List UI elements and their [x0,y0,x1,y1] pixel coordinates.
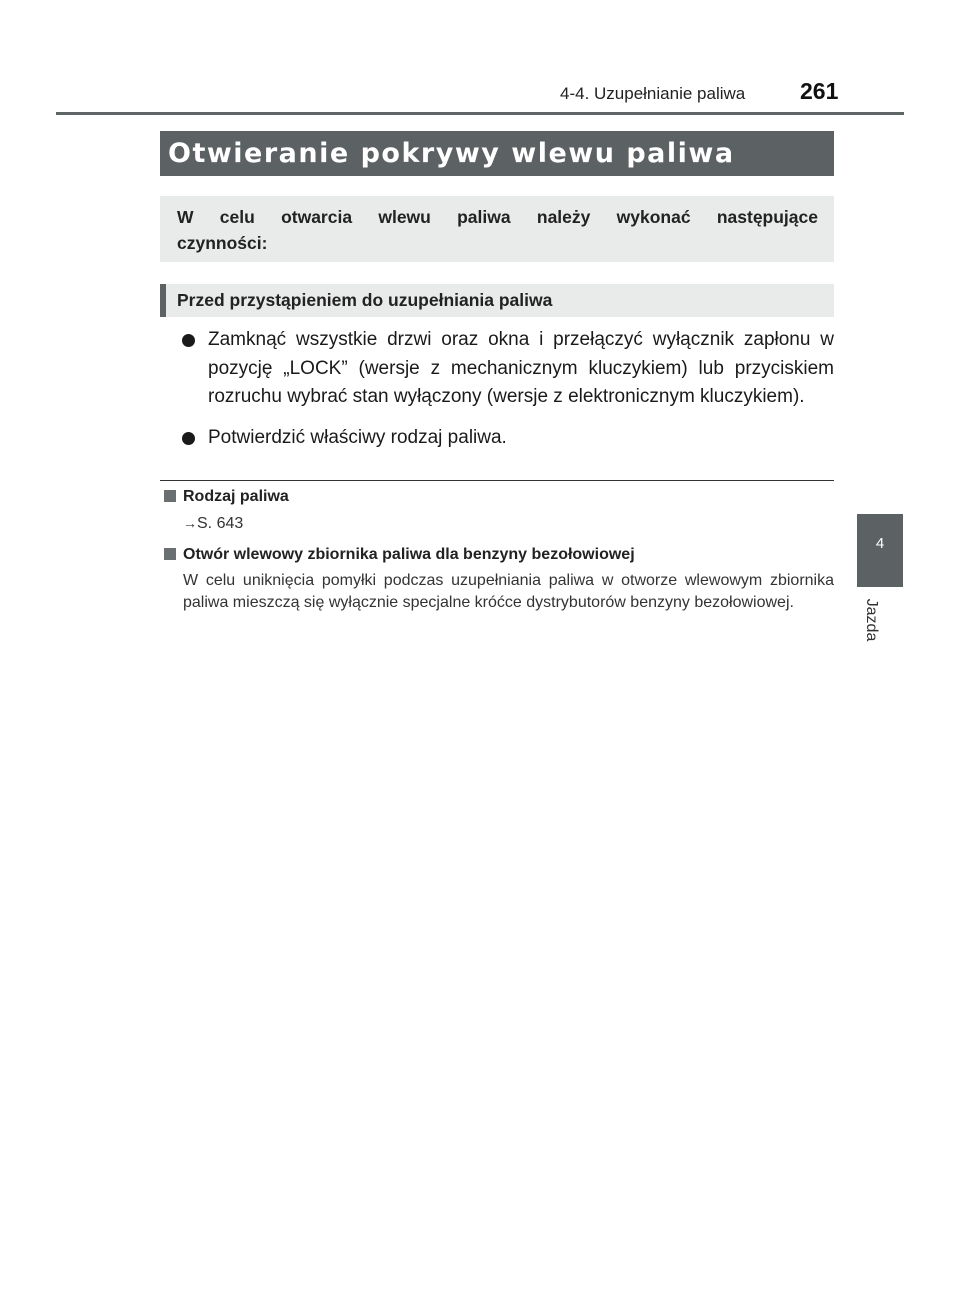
note-body [160,512,834,535]
bullet-dot-icon [182,334,195,347]
chapter-number: 4 [875,535,885,552]
bullet-text: Zamknąć wszystkie drzwi oraz okna i przełączyć wyłącznik zapłonu w pozycję „LOCK” (wersje z mechanicznym kluczykiem) lub przyciskiem rozruchu wybrać stan wyłączony (wersje z elektronicznym kluczykiem). [208,329,834,407]
page-title: Otwieranie pokrywy wlewu paliwa [168,138,735,169]
bullet-item [178,326,834,412]
note-heading-text: Otwór wlewowy zbiornika paliwa dla benzyny bezołowiowej [183,546,635,563]
section-divider [160,480,834,481]
note-heading [160,488,834,506]
subheading-bar [160,284,834,317]
chapter-label: Jazda [863,598,880,642]
note-heading-text: Rodzaj paliwa [183,488,289,505]
note-body: W celu uniknięcia pomyłki podczas uzupełniania paliwa w otworze wlewowym zbiornika paliwa mieszczą się wyłącznie specjalne króćce dystrybutorów benzyny bezołowiowej. [183,572,834,611]
title-bar [160,131,834,176]
subheading-text: Przed przystąpieniem do uzupełniania paliwa [177,290,553,310]
arrow-right-icon: → [183,515,197,531]
bullet-text: Potwierdzić właściwy rodzaj paliwa. [208,426,507,448]
note-fuel-type [160,488,834,535]
header-rule [56,112,904,115]
intro-box [160,196,834,262]
square-bullet-icon [164,490,176,502]
bullet-list [178,326,834,452]
bullet-dot-icon [182,432,195,445]
square-bullet-icon [164,548,176,560]
header-section-title: 4-4. Uzupełnianie paliwa [560,84,746,103]
note-heading [160,546,834,564]
page-reference-link[interactable]: S. 643 [197,515,244,532]
note-filler-neck [160,546,834,614]
intro-text: W celu otwarcia wlewu paliwa należy wykonać następujące czynności: [177,207,818,253]
chapter-tab [857,514,903,587]
bullet-item [178,424,834,453]
page-number: 261 [800,78,839,104]
